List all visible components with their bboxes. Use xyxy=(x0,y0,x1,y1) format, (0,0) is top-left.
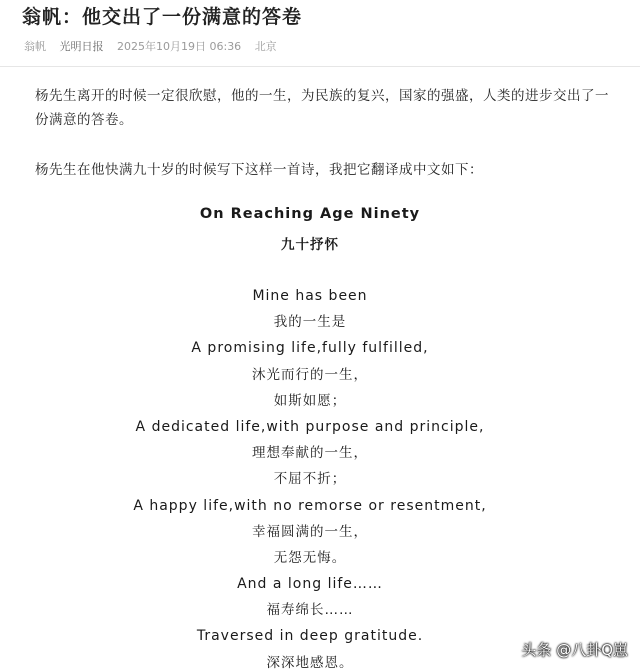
body-paragraph-1: 杨先生离开的时候一定很欣慰，他的一生，为民族的复兴，国家的强盛，人类的进步交出了一份满意的答卷。 xyxy=(35,88,609,128)
poem-line: 我的一生是 xyxy=(273,314,347,331)
poem-line: A promising life,fully fulfilled, xyxy=(191,340,429,357)
poem-line: 深深地感恩。 xyxy=(266,654,354,671)
article-meta xyxy=(24,38,287,54)
publish-location: 北京 xyxy=(254,40,277,53)
poem-line: Mine has been xyxy=(252,288,368,304)
poem-lines xyxy=(0,284,620,672)
poem-line: 如斯如愿； xyxy=(273,392,347,409)
source-name[interactable]: 光明日报 xyxy=(59,40,104,53)
poem-line: And a long life…… xyxy=(237,576,383,593)
poem-line: 无怨无悔。 xyxy=(273,549,347,566)
poem-line: 不屈不折； xyxy=(273,471,347,488)
watermark: 头条 @八卦Q崽 xyxy=(521,641,628,659)
header-divider xyxy=(0,66,640,67)
article-title: 翁帆：他交出了一份满意的答卷 xyxy=(22,6,303,28)
author-name[interactable]: 翁帆 xyxy=(24,40,46,53)
poem-line: A dedicated life,with purpose and principle, xyxy=(135,418,485,435)
poem-line: 福寿绵长…… xyxy=(266,602,354,619)
poem-line: 幸福圆满的一生， xyxy=(252,523,368,540)
poem-line: Traversed in deep gratitude. xyxy=(196,628,424,645)
publish-datetime: 2025年10月19日 06:36 xyxy=(117,40,242,53)
poem-line: 沐光而行的一生， xyxy=(252,366,368,383)
poem-title: On Reaching Age Ninety xyxy=(199,206,421,222)
poem-subtitle: 九十抒怀 xyxy=(281,237,339,253)
poem-line: A happy life,with no remorse or resentment, xyxy=(133,497,487,514)
poem-line: 理想奉献的一生， xyxy=(252,445,368,462)
body-paragraph-2: 杨先生在他快满九十岁的时候写下这样一首诗，我把它翻译成中文如下： xyxy=(35,162,483,178)
